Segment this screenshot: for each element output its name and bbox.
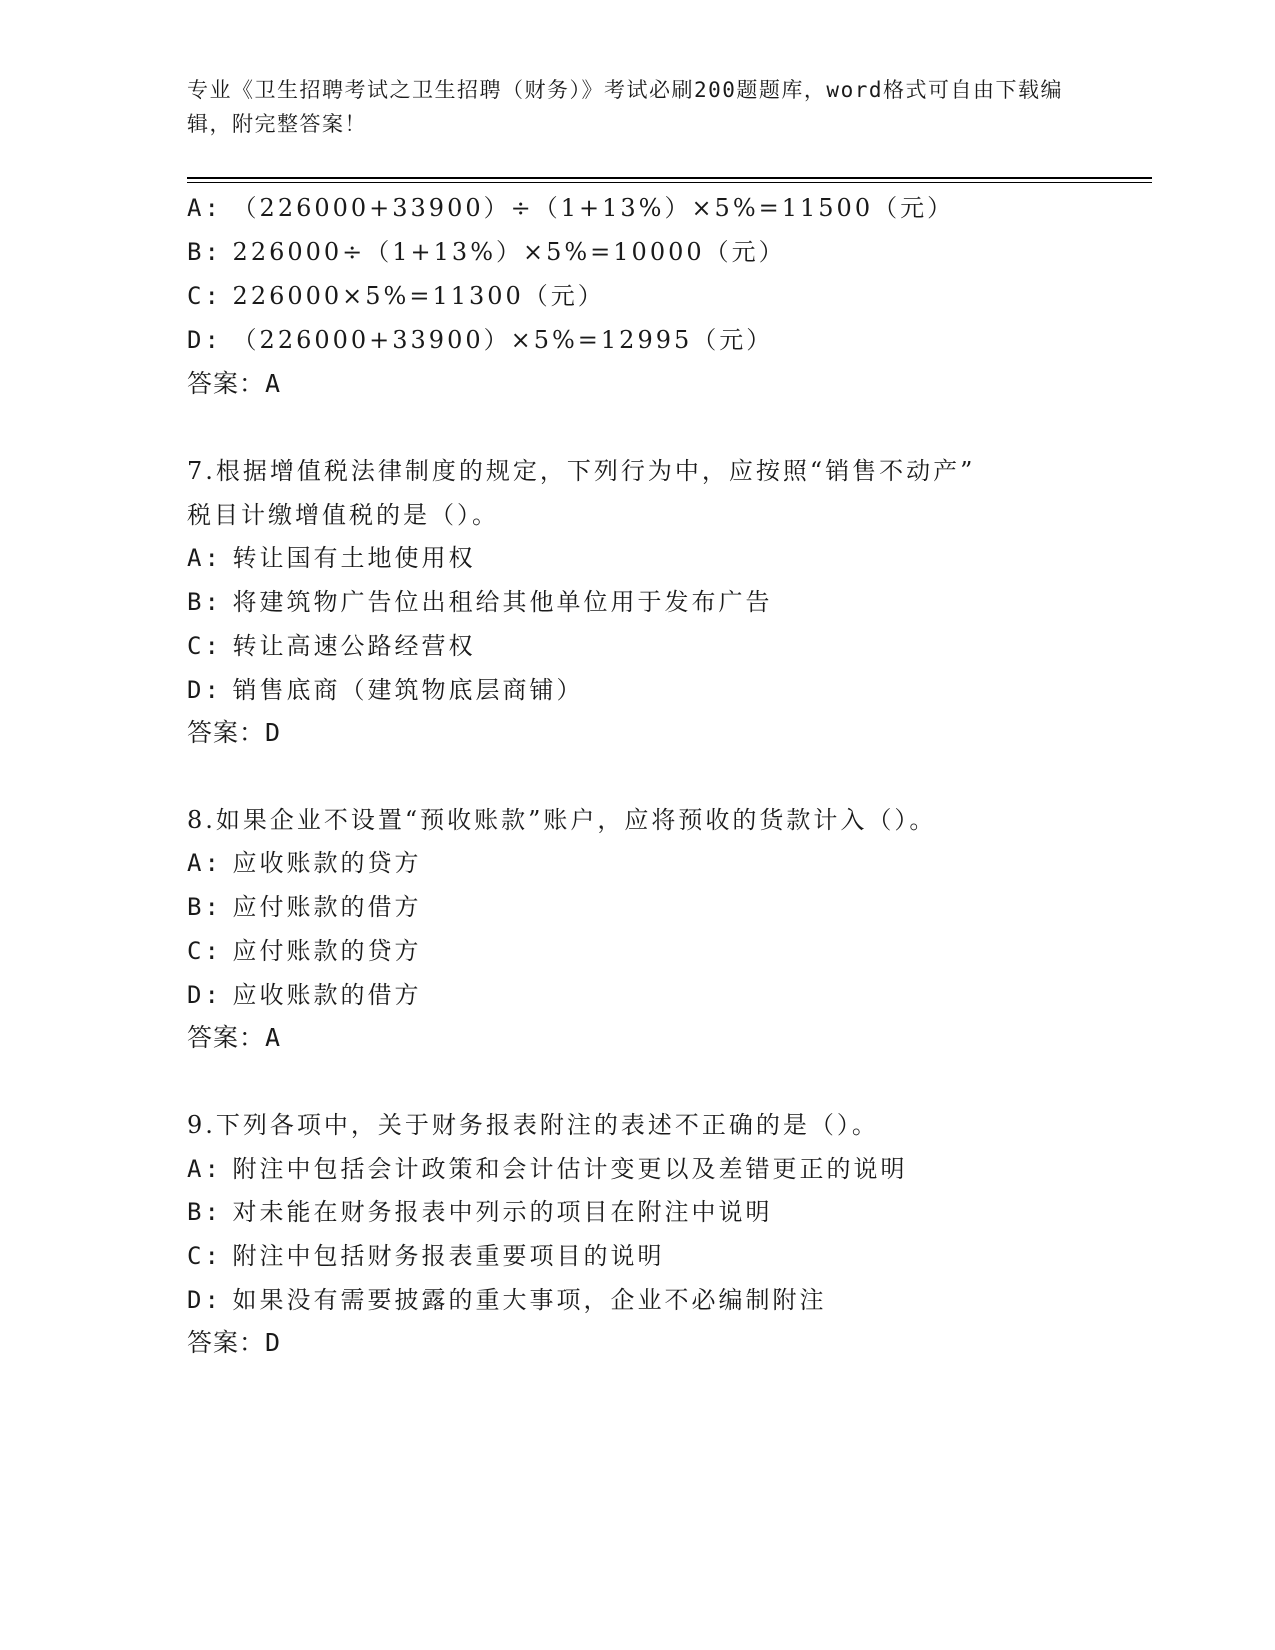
document-header-title: 专业《卫生招聘考试之卫生招聘（财务）》考试必刷200题题库，word格式可自由下载编辑，附完整答案！ <box>187 78 1063 136</box>
option-text: 应付账款的借方 <box>232 893 422 921</box>
option-text: 附注中包括财务报表重要项目的说明 <box>232 1242 665 1270</box>
option-text: 转让高速公路经营权 <box>232 632 476 660</box>
option-letter: B: <box>187 238 222 266</box>
q6-option-d <box>187 325 773 355</box>
option-letter: C: <box>187 937 222 965</box>
option-text: 转让国有土地使用权 <box>232 544 476 572</box>
answer-label: 答案： <box>187 369 266 398</box>
option-letter: A: <box>187 849 222 877</box>
option-letter: C: <box>187 282 222 310</box>
option-text: 应收账款的借方 <box>232 981 422 1009</box>
option-letter: D: <box>187 676 222 704</box>
q7-stem-line-2: 税目计缴增值税的是（）。 <box>187 501 499 529</box>
answer-value: A <box>265 369 282 398</box>
option-text: 226000÷（1+13%）×5%=10000（元） <box>232 238 786 266</box>
option-letter: D: <box>187 326 222 354</box>
option-text: 应付账款的贷方 <box>232 937 422 965</box>
answer-label: 答案： <box>187 1328 266 1357</box>
q7-answer <box>187 718 281 748</box>
answer-value: A <box>265 1023 282 1052</box>
option-letter: C: <box>187 1242 222 1270</box>
option-letter: D: <box>187 1286 222 1314</box>
q9-stem-line-1: 9.下列各项中，关于财务报表附注的表述不正确的是（）。 <box>187 1111 879 1139</box>
q7-option-d <box>187 675 584 705</box>
header-divider-thick <box>187 177 1152 179</box>
q6-answer <box>187 369 281 399</box>
answer-value: D <box>265 1328 282 1357</box>
q7-stem-line-1: 7.根据增值税法律制度的规定，下列行为中，应按照“销售不动产” <box>187 457 976 485</box>
q7-option-c <box>187 631 476 661</box>
option-text: 附注中包括会计政策和会计估计变更以及差错更正的说明 <box>232 1155 908 1183</box>
option-letter: B: <box>187 588 222 616</box>
q8-option-d <box>187 980 422 1010</box>
answer-label: 答案： <box>187 718 266 747</box>
option-text: 对未能在财务报表中列示的项目在附注中说明 <box>232 1198 773 1226</box>
option-text: 销售底商（建筑物底层商铺） <box>232 676 584 704</box>
q6-option-b <box>187 237 786 267</box>
q9-answer <box>187 1328 281 1358</box>
q8-option-c <box>187 936 422 966</box>
q9-option-d <box>187 1285 827 1315</box>
option-text: （226000+33900）÷（1+13%）×5%=11500（元） <box>232 194 955 222</box>
header-divider-thin <box>187 182 1152 183</box>
q7-option-a <box>187 543 476 573</box>
option-text: 将建筑物广告位出租给其他单位用于发布广告 <box>232 588 773 616</box>
q8-answer <box>187 1023 281 1053</box>
q7-option-b <box>187 587 773 617</box>
q6-option-c <box>187 281 605 311</box>
q9-option-b <box>187 1197 773 1227</box>
option-letter: D: <box>187 981 222 1009</box>
option-letter: A: <box>187 194 222 222</box>
q6-option-a <box>187 193 954 223</box>
option-letter: C: <box>187 632 222 660</box>
q8-option-b <box>187 892 422 922</box>
q8-option-a <box>187 848 422 878</box>
option-letter: B: <box>187 1198 222 1226</box>
q9-option-c <box>187 1241 665 1271</box>
option-text: （226000+33900）×5%=12995（元） <box>232 326 774 354</box>
q8-stem-line-1: 8.如果企业不设置“预收账款”账户，应将预收的货款计入（）。 <box>187 806 937 834</box>
answer-value: D <box>265 718 282 747</box>
option-text: 如果没有需要披露的重大事项，企业不必编制附注 <box>232 1286 827 1314</box>
option-text: 226000×5%=11300（元） <box>232 282 605 310</box>
option-letter: A: <box>187 544 222 572</box>
q9-option-a <box>187 1154 908 1184</box>
option-text: 应收账款的贷方 <box>232 849 422 877</box>
option-letter: A: <box>187 1155 222 1183</box>
option-letter: B: <box>187 893 222 921</box>
answer-label: 答案： <box>187 1023 266 1052</box>
